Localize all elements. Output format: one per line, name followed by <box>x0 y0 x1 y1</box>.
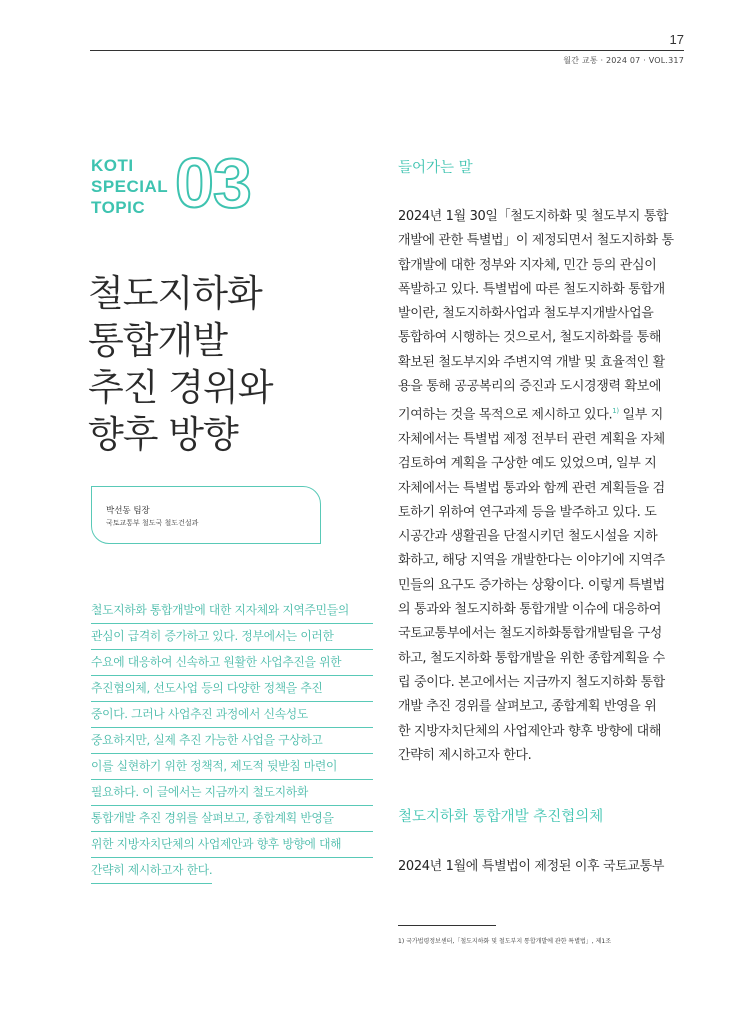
body-line: 2024년 1월에 특별법이 제정된 이후 국토교통부 <box>398 859 665 874</box>
abstract-line: 수요에 대응하여 신속하고 원활한 사업추진을 위한 <box>91 650 373 676</box>
body-line-tail: 일부 지 <box>618 407 663 423</box>
body-line: 한 지방자치단체의 사업제안과 향후 방향에 대해 <box>398 723 662 739</box>
topic-line-topic: TOPIC <box>91 198 146 217</box>
author-name: 박선동 팀장 <box>106 506 150 516</box>
abstract <box>91 598 373 884</box>
body-line: 자체에서는 특별법 제정 전부터 관련 계획을 자체 <box>398 432 665 447</box>
body-line <box>398 399 688 428</box>
author-box <box>91 486 321 544</box>
page-number: 17 <box>669 32 684 47</box>
title-line: 향후 방향 <box>88 413 238 456</box>
author-org: 국토교통부 철도국 철도건설과 <box>106 519 199 527</box>
body-line: 립 중이다. 본고에서는 지금까지 철도지하화 통합 <box>398 674 665 690</box>
body-line: 자체에서는 특별법 통과와 함께 관련 계획들을 검 <box>398 480 665 496</box>
topic-line-koti: KOTI <box>91 156 134 175</box>
body-line-text: 기여하는 것을 목적으로 제시하고 있다. <box>398 407 613 423</box>
section-heading-council: 철도지하화 통합개발 추진협의체 <box>398 809 604 825</box>
body-line: 시공간과 생활권을 단절시키던 철도시설을 지하 <box>398 529 658 545</box>
body-line: 검토하여 계획을 구상한 예도 있었으며, 일부 지 <box>398 456 657 472</box>
abstract-line: 철도지하화 통합개발에 대한 지자체와 지역주민들의 <box>91 598 373 624</box>
title-line: 철도지하화 <box>88 272 262 315</box>
body-line: 확보된 철도부지와 주변지역 개발 및 효율적인 활 <box>398 354 665 370</box>
body-line: 용을 통해 공공복리의 증진과 도시경쟁력 확보에 <box>398 379 662 395</box>
topic-number: 03 <box>175 144 251 222</box>
abstract-line: 위한 지방자치단체의 사업제안과 향후 방향에 대해 <box>91 832 373 858</box>
body-line: 간략히 제시하고자 한다. <box>398 747 532 763</box>
body-line: 합개발에 대한 정부와 지자체, 민간 등의 관심이 <box>398 257 657 273</box>
abstract-line: 중요하지만, 실제 추진 가능한 사업을 구상하고 <box>91 728 373 754</box>
body-line: 발이란, 철도지하화사업과 철도부지개발사업을 <box>398 306 654 322</box>
abstract-line: 추진협의체, 선도사업 등의 다양한 정책을 추진 <box>91 676 373 702</box>
footnote-ref[interactable]: 1) <box>612 407 619 416</box>
body-line: 폭발하고 있다. 특별법에 따른 철도지하화 통합개 <box>398 281 665 297</box>
body-line: 개발에 관한 특별법」이 제정되면서 철도지하화 통 <box>398 233 674 249</box>
topic-label <box>91 144 251 222</box>
body-line: 2024년 1월 30일「철도지하화 및 철도부지 통합 <box>398 209 669 224</box>
article-title <box>88 270 272 458</box>
body-line: 화하고, 해당 지역을 개발한다는 이야기에 지역주 <box>398 553 665 569</box>
body-line: 개발 추진 경위를 살펴보고, 종합계획 반영을 위 <box>398 699 657 715</box>
footnote: 1) 국가법령정보센터,「철도지하화 및 철도부지 통합개발에 관한 특별법」, 제1조 <box>398 938 612 945</box>
header-rule <box>90 50 684 51</box>
body-text <box>398 205 688 768</box>
body-line: 통합하여 시행하는 것으로서, 철도지하화를 통해 <box>398 330 662 346</box>
abstract-line: 통합개발 추진 경위를 살펴보고, 종합계획 반영을 <box>91 806 373 832</box>
body-line: 토하기 위하여 연구과제 등을 발주하고 있다. 도 <box>398 504 657 520</box>
abstract-line: 필요하다. 이 글에서는 지금까지 철도지하화 <box>91 780 373 806</box>
body-line: 의 통과와 철도지하화 통합개발 이슈에 대응하여 <box>398 602 662 618</box>
title-line: 통합개발 <box>88 319 227 362</box>
abstract-line: 이를 실현하기 위한 정책적, 제도적 뒷받침 마련이 <box>91 754 373 780</box>
footnote-rule <box>398 925 496 926</box>
body-line: 국토교통부에서는 철도지하화통합개발팀을 구성 <box>398 626 662 642</box>
topic-line-special: SPECIAL <box>91 177 169 196</box>
section-heading-intro: 들어가는 말 <box>398 160 473 176</box>
body-line: 민들의 요구도 증가하는 상황이다. 이렇게 특별법 <box>398 577 665 593</box>
abstract-line: 관심이 급격히 증가하고 있다. 정부에서는 이러한 <box>91 624 373 650</box>
body-line: 하고, 철도지하화 통합개발을 위한 종합계획을 수 <box>398 650 665 666</box>
masthead: 월간 교통 · 2024 07 · VOL.317 <box>563 56 684 65</box>
abstract-line: 중이다. 그러나 사업추진 과정에서 신속성도 <box>91 702 373 728</box>
title-line: 추진 경위와 <box>88 366 273 409</box>
abstract-line: 간략히 제시하고자 한다. <box>91 858 212 884</box>
